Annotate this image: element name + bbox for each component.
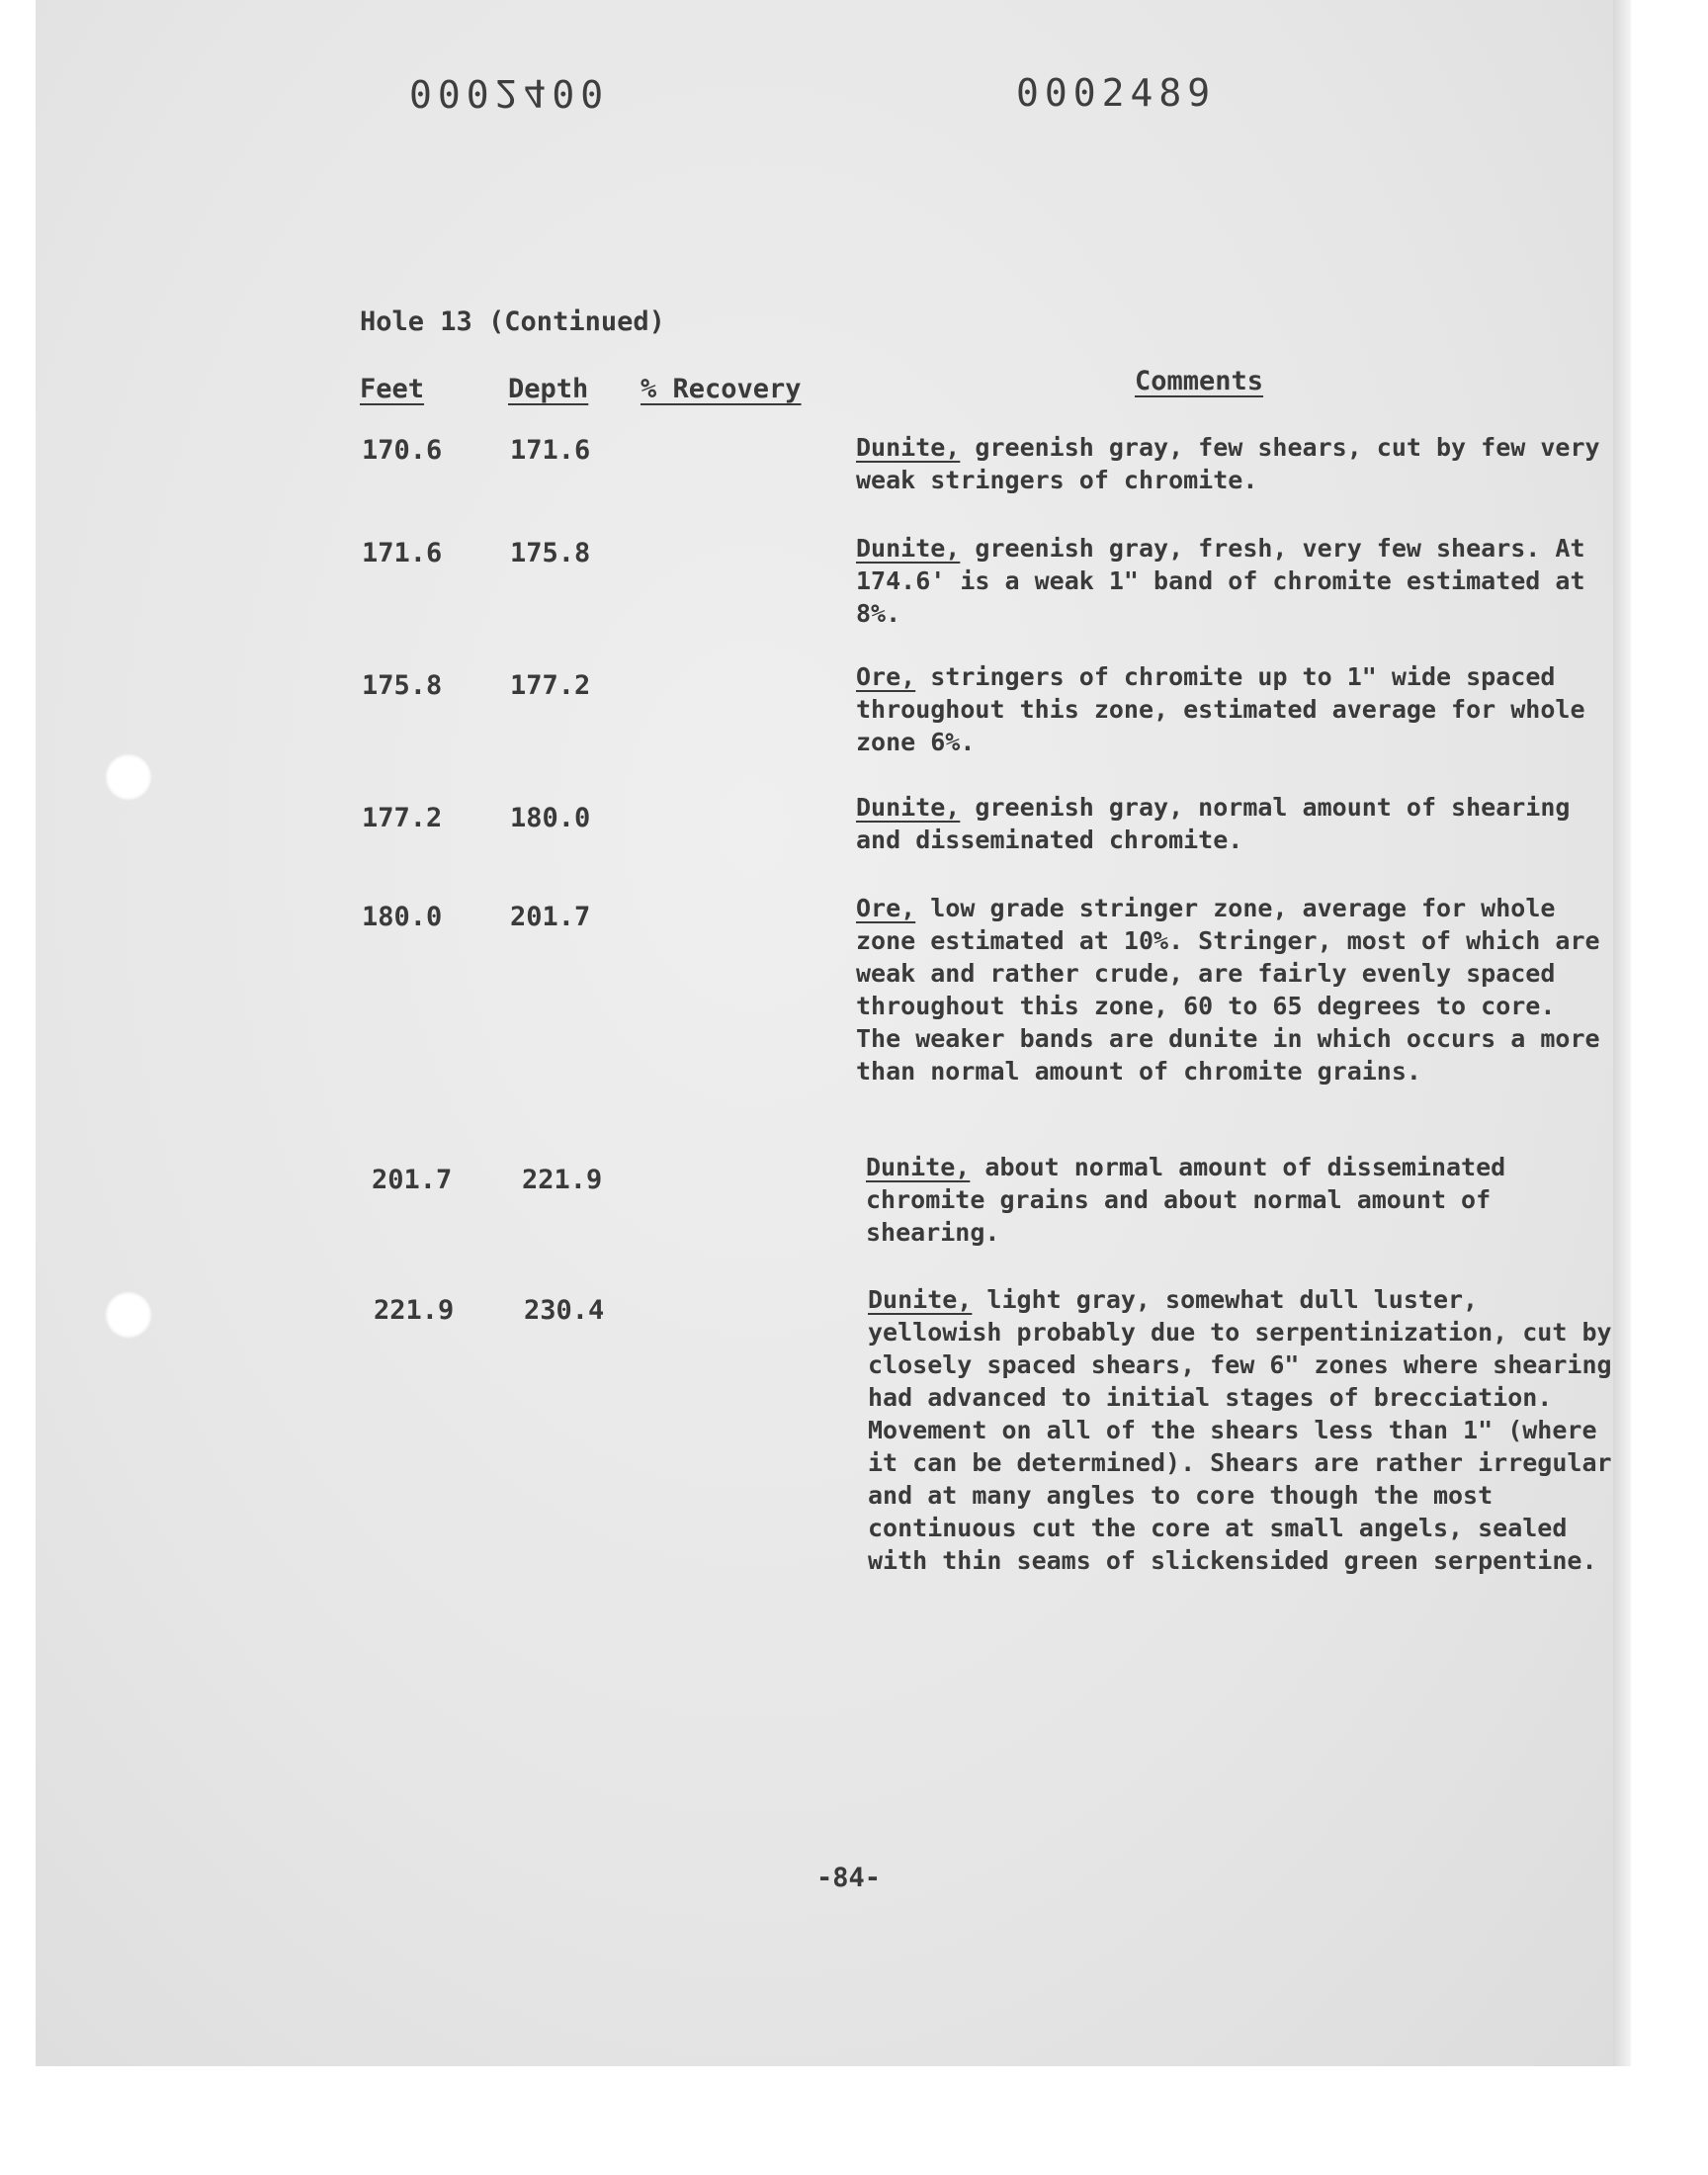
punch-hole-lower (105, 1291, 152, 1339)
depth-cell: 171.6 (510, 435, 591, 466)
comment-text: about normal amount of disseminated chromite grains and about normal amount of shearing. (866, 1153, 1506, 1247)
punch-hole-upper (105, 753, 152, 801)
document-number-inverted: 0002400 (409, 71, 610, 115)
rock-type: Dunite, (868, 1285, 973, 1314)
comment-text: low grade stringer zone, average for whole zone estimated at 10%. Stringer, most of which are weak and rather crude, are fairly evenly spaced throughout this zone, 60 to 65 degrees to core. The weaker bands are dunite in which occurs a more than normal amount of chromite grains. (856, 894, 1600, 1086)
scan-edge (1613, 0, 1631, 2066)
depth-cell: 177.2 (510, 670, 591, 701)
depth-cell: 230.4 (524, 1295, 605, 1326)
rock-type: Dunite, (856, 793, 961, 822)
rock-type: Ore, (856, 662, 916, 691)
depth-cell: 175.8 (510, 538, 591, 568)
feet-cell: 180.0 (362, 902, 443, 932)
comment-cell (868, 1283, 1619, 1577)
comment-cell (856, 431, 1607, 496)
rock-type: Ore, (856, 894, 916, 922)
column-header-feet: Feet (360, 374, 425, 404)
document-number: 0002489 (1016, 71, 1217, 115)
comment-cell (856, 892, 1607, 1088)
feet-cell: 171.6 (362, 538, 443, 568)
rock-type: Dunite, (856, 433, 961, 462)
column-header-comments: Comments (1135, 366, 1264, 396)
feet-cell: 170.6 (362, 435, 443, 466)
comment-text: stringers of chromite up to 1" wide spaced throughout this zone, estimated average for whole zone 6%. (856, 662, 1585, 756)
comment-cell (856, 660, 1607, 758)
rock-type: Dunite, (866, 1153, 971, 1181)
depth-cell: 180.0 (510, 803, 591, 833)
feet-cell: 175.8 (362, 670, 443, 701)
comment-text: greenish gray, few shears, cut by few very weak stringers of chromite. (856, 433, 1600, 494)
comment-cell (856, 791, 1607, 856)
column-header-recovery: % Recovery (640, 374, 802, 404)
page-number: -84- (816, 1863, 882, 1893)
column-header-depth: Depth (508, 374, 589, 404)
comment-cell (866, 1151, 1617, 1249)
rock-type: Dunite, (856, 534, 961, 563)
comment-text: greenish gray, fresh, very few shears. At 174.6' is a weak 1" band of chromite estimated at 8%. (856, 534, 1585, 628)
comment-text: greenish gray, normal amount of shearing and disseminated chromite. (856, 793, 1571, 854)
depth-cell: 221.9 (522, 1165, 603, 1195)
feet-cell: 201.7 (372, 1165, 453, 1195)
section-title: Hole 13 (Continued) (360, 306, 665, 337)
depth-cell: 201.7 (510, 902, 591, 932)
feet-cell: 221.9 (374, 1295, 455, 1326)
comment-cell (856, 532, 1607, 630)
feet-cell: 177.2 (362, 803, 443, 833)
comment-text: light gray, somewhat dull luster, yellowish probably due to serpentinization, cut by closely spaced shears, few 6" zones where shearing had advanced to initial stages of brecciation. Movement on all of the shears less than 1" (where it can be determined). Shears are rather irregular and at many angles to core though the most continuous cut the core at small angels, sealed with thin seams of slickensided green serpentine. (868, 1285, 1612, 1575)
